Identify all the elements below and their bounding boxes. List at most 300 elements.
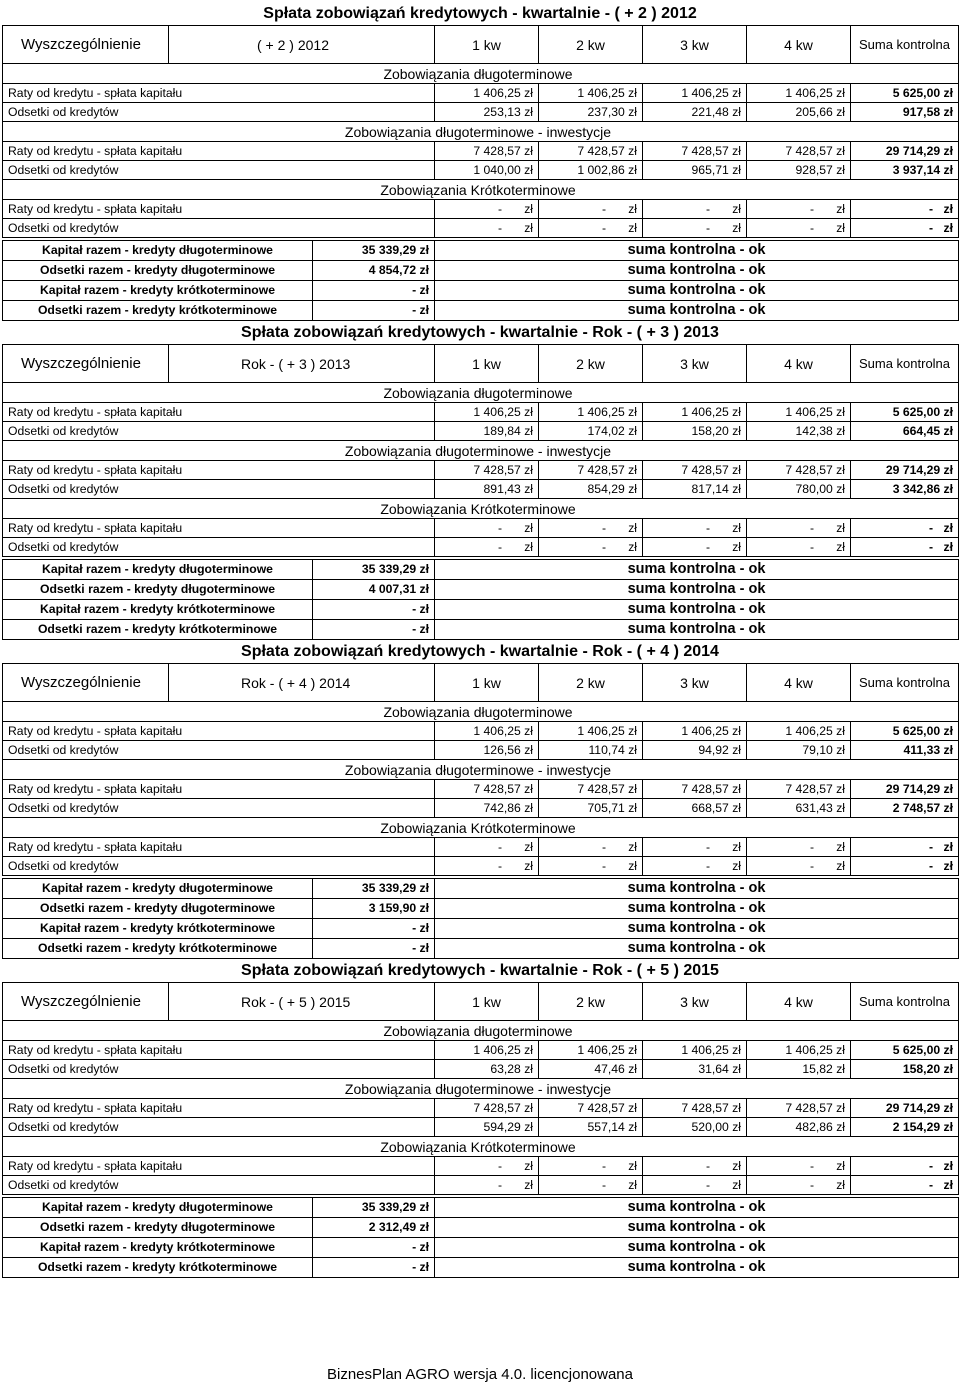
row-label: Odsetki od kredytów (3, 538, 435, 557)
cell-sum: 664,45 zł (851, 422, 959, 441)
cell-sum: 29 714,29 zł (851, 461, 959, 480)
totals-value: 35 339,29 zł (313, 560, 435, 580)
group-row (3, 1079, 959, 1099)
cell-q2: 7 428,57 zł (539, 1099, 643, 1118)
totals-table (2, 240, 959, 321)
row-label: Raty od kredytu - spłata kapitału (3, 1041, 435, 1060)
cell-empty-value (643, 219, 747, 238)
totals-label: Odsetki razem - kredyty długoterminowe (3, 261, 313, 281)
table-row (3, 403, 959, 422)
totals-label: Kapitał razem - kredyty krótkoterminowe (3, 919, 313, 939)
dash-mark: - (602, 1159, 607, 1173)
totals-row (3, 939, 959, 959)
group-row (3, 702, 959, 722)
currency-unit: zł (732, 521, 741, 535)
cell-q2: 1 406,25 zł (539, 722, 643, 741)
cell-q1: 1 406,25 zł (435, 722, 539, 741)
totals-label: Odsetki razem - kredyty długoterminowe (3, 899, 313, 919)
totals-table (2, 559, 959, 640)
header-label: Wyszczególnienie (3, 983, 169, 1021)
header-sum: Suma kontrolna (851, 26, 959, 64)
totals-check: suma kontrolna - ok (435, 620, 959, 640)
currency-unit: zł (732, 1178, 741, 1192)
header-q4: 4 kw (747, 345, 851, 383)
cell-q3: 1 406,25 zł (643, 84, 747, 103)
totals-value: - zł (313, 919, 435, 939)
cell-sum: 5 625,00 zł (851, 403, 959, 422)
table-row (3, 538, 959, 557)
cell-q4: 7 428,57 zł (747, 780, 851, 799)
cell-q3: 817,14 zł (643, 480, 747, 499)
dash-mark: - (810, 202, 815, 216)
row-label: Raty od kredytu - spłata kapitału (3, 461, 435, 480)
header-year: Rok - ( + 5 ) 2015 (169, 983, 435, 1021)
header-q2: 2 kw (539, 26, 643, 64)
header-q4: 4 kw (747, 983, 851, 1021)
cell-sum: 2 748,57 zł (851, 799, 959, 818)
dash-mark: - (602, 859, 607, 873)
cell-q4: 79,10 zł (747, 741, 851, 760)
dash-mark: - (498, 859, 503, 873)
cell-empty-value (643, 1157, 747, 1176)
header-q3: 3 kw (643, 664, 747, 702)
totals-label: Odsetki razem - kredyty krótkoterminowe (3, 939, 313, 959)
currency-unit: zł (628, 221, 637, 235)
dash-mark: - (810, 840, 815, 854)
cell-sum: 158,20 zł (851, 1060, 959, 1079)
cell-q3: 1 406,25 zł (643, 722, 747, 741)
currency-unit: zł (524, 1159, 533, 1173)
cell-q1: 7 428,57 zł (435, 780, 539, 799)
cell-q2: 705,71 zł (539, 799, 643, 818)
dash-mark: - (498, 221, 503, 235)
currency-unit: zł (732, 540, 741, 554)
totals-value: 2 312,49 zł (313, 1218, 435, 1238)
currency-unit: zł (836, 540, 845, 554)
table-row (3, 799, 959, 818)
cell-sum: 3 937,14 zł (851, 161, 959, 180)
dash-mark: - (498, 840, 503, 854)
header-label: Wyszczególnienie (3, 26, 169, 64)
currency-unit: zł (836, 1178, 845, 1192)
cell-q3: 668,57 zł (643, 799, 747, 818)
currency-unit: zł (524, 840, 533, 854)
dash-mark: - (706, 521, 711, 535)
cell-empty-value (539, 1157, 643, 1176)
currency-unit: zł (836, 840, 845, 854)
currency-unit: zł (836, 521, 845, 535)
header-q4: 4 kw (747, 26, 851, 64)
header-sum: Suma kontrolna (851, 664, 959, 702)
totals-label: Odsetki razem - kredyty krótkoterminowe (3, 620, 313, 640)
dash-mark: - (810, 859, 815, 873)
dash-mark: - (602, 521, 607, 535)
row-label: Odsetki od kredytów (3, 161, 435, 180)
cell-sum: 29 714,29 zł (851, 780, 959, 799)
totals-label: Kapitał razem - kredyty długoterminowe (3, 1198, 313, 1218)
group-name: Zobowiązania długoterminowe - inwestycje (3, 122, 959, 142)
group-row (3, 122, 959, 142)
cell-empty-value (435, 219, 539, 238)
totals-row (3, 1238, 959, 1258)
dash-mark: - (498, 521, 503, 535)
header-row (3, 345, 959, 383)
header-q2: 2 kw (539, 664, 643, 702)
section-title: Spłata zobowiązań kredytowych - kwartalnie - ( + 2 ) 2012 (263, 5, 697, 22)
cell-q4: 631,43 zł (747, 799, 851, 818)
dash-mark: - (498, 202, 503, 216)
totals-label: Kapitał razem - kredyty krótkoterminowe (3, 281, 313, 301)
totals-label: Kapitał razem - kredyty długoterminowe (3, 560, 313, 580)
dash-mark: - (602, 540, 607, 554)
totals-check: suma kontrolna - ok (435, 281, 959, 301)
cell-q1: 891,43 zł (435, 480, 539, 499)
cell-empty-value (747, 538, 851, 557)
footer (0, 1366, 960, 1383)
totals-check: suma kontrolna - ok (435, 301, 959, 321)
totals-row (3, 620, 959, 640)
currency-unit: zł (943, 1159, 953, 1173)
dash-mark: - (929, 859, 934, 873)
cell-q3: 221,48 zł (643, 103, 747, 122)
totals-check: suma kontrolna - ok (435, 560, 959, 580)
currency-unit: zł (628, 840, 637, 854)
cell-q3: 7 428,57 zł (643, 461, 747, 480)
currency-unit: zł (628, 540, 637, 554)
row-label: Raty od kredytu - spłata kapitału (3, 1157, 435, 1176)
cell-q4: 1 406,25 zł (747, 722, 851, 741)
totals-row (3, 560, 959, 580)
header-year: Rok - ( + 3 ) 2013 (169, 345, 435, 383)
cell-empty-value (539, 838, 643, 857)
totals-check: suma kontrolna - ok (435, 899, 959, 919)
cell-q3: 7 428,57 zł (643, 1099, 747, 1118)
cell-q2: 237,30 zł (539, 103, 643, 122)
totals-value: - zł (313, 600, 435, 620)
cell-q1: 126,56 zł (435, 741, 539, 760)
header-q1: 1 kw (435, 345, 539, 383)
cell-sum: 2 154,29 zł (851, 1118, 959, 1137)
currency-unit: zł (836, 859, 845, 873)
group-name: Zobowiązania Krótkoterminowe (3, 1137, 959, 1157)
cell-q4: 7 428,57 zł (747, 142, 851, 161)
cell-empty-value (643, 200, 747, 219)
cell-q4: 7 428,57 zł (747, 1099, 851, 1118)
header-q3: 3 kw (643, 26, 747, 64)
cell-sum: 29 714,29 zł (851, 142, 959, 161)
cell-empty-value (539, 538, 643, 557)
currency-unit: zł (524, 221, 533, 235)
dash-mark: - (929, 221, 934, 235)
dash-mark: - (706, 859, 711, 873)
cell-q4: 142,38 zł (747, 422, 851, 441)
cell-q3: 1 406,25 zł (643, 1041, 747, 1060)
cell-empty-value (747, 1176, 851, 1195)
currency-unit: zł (836, 221, 845, 235)
table-row (3, 422, 959, 441)
section-title: Spłata zobowiązań kredytowych - kwartalnie - Rok - ( + 3 ) 2013 (241, 324, 719, 341)
group-name: Zobowiązania długoterminowe (3, 1021, 959, 1041)
dash-mark: - (810, 221, 815, 235)
cell-q3: 520,00 zł (643, 1118, 747, 1137)
cell-sum: 3 342,86 zł (851, 480, 959, 499)
currency-unit: zł (732, 1159, 741, 1173)
row-label: Odsetki od kredytów (3, 103, 435, 122)
totals-value: 35 339,29 zł (313, 1198, 435, 1218)
cell-sum: 5 625,00 zł (851, 1041, 959, 1060)
cell-empty-value (747, 219, 851, 238)
row-label: Raty od kredytu - spłata kapitału (3, 142, 435, 161)
totals-value: - zł (313, 620, 435, 640)
cell-q1: 1 406,25 zł (435, 84, 539, 103)
cell-empty-value (643, 857, 747, 876)
cell-q3: 158,20 zł (643, 422, 747, 441)
cell-q1: 1 040,00 zł (435, 161, 539, 180)
row-label: Raty od kredytu - spłata kapitału (3, 519, 435, 538)
dash-mark: - (810, 1178, 815, 1192)
currency-unit: zł (524, 202, 533, 216)
row-label: Odsetki od kredytów (3, 1118, 435, 1137)
totals-label: Kapitał razem - kredyty długoterminowe (3, 879, 313, 899)
table-row (3, 84, 959, 103)
cell-empty-value (539, 857, 643, 876)
group-name: Zobowiązania długoterminowe - inwestycje (3, 441, 959, 461)
totals-value: 3 159,90 zł (313, 899, 435, 919)
group-row (3, 499, 959, 519)
header-q1: 1 kw (435, 983, 539, 1021)
row-label: Odsetki od kredytów (3, 857, 435, 876)
header-q3: 3 kw (643, 983, 747, 1021)
cell-q4: 482,86 zł (747, 1118, 851, 1137)
cell-sum: 5 625,00 zł (851, 84, 959, 103)
cell-q3: 965,71 zł (643, 161, 747, 180)
totals-check: suma kontrolna - ok (435, 919, 959, 939)
dash-mark: - (810, 521, 815, 535)
schedule-table (2, 982, 959, 1195)
cell-q4: 15,82 zł (747, 1060, 851, 1079)
cell-empty-sum (851, 200, 959, 219)
cell-q2: 174,02 zł (539, 422, 643, 441)
cell-q3: 1 406,25 zł (643, 403, 747, 422)
cell-q3: 7 428,57 zł (643, 142, 747, 161)
currency-unit: zł (943, 221, 953, 235)
row-label: Raty od kredytu - spłata kapitału (3, 722, 435, 741)
currency-unit: zł (943, 540, 953, 554)
currency-unit: zł (628, 859, 637, 873)
row-label: Raty od kredytu - spłata kapitału (3, 780, 435, 799)
totals-check: suma kontrolna - ok (435, 1218, 959, 1238)
section-title: Spłata zobowiązań kredytowych - kwartalnie - Rok - ( + 4 ) 2014 (241, 643, 719, 660)
totals-value: 4 007,31 zł (313, 580, 435, 600)
totals-row (3, 301, 959, 321)
group-row (3, 64, 959, 84)
cell-q1: 594,29 zł (435, 1118, 539, 1137)
totals-value: 35 339,29 zł (313, 879, 435, 899)
header-row (3, 664, 959, 702)
totals-label: Kapitał razem - kredyty krótkoterminowe (3, 600, 313, 620)
cell-empty-value (435, 538, 539, 557)
table-row (3, 103, 959, 122)
totals-check: suma kontrolna - ok (435, 1238, 959, 1258)
table-row (3, 1099, 959, 1118)
totals-check: suma kontrolna - ok (435, 261, 959, 281)
header-sum: Suma kontrolna (851, 983, 959, 1021)
group-row (3, 760, 959, 780)
cell-q1: 253,13 zł (435, 103, 539, 122)
table-row (3, 1176, 959, 1195)
cell-q3: 94,92 zł (643, 741, 747, 760)
cell-q2: 1 406,25 zł (539, 1041, 643, 1060)
currency-unit: zł (943, 1178, 953, 1192)
cell-q2: 7 428,57 zł (539, 142, 643, 161)
dash-mark: - (706, 221, 711, 235)
row-label: Raty od kredytu - spłata kapitału (3, 84, 435, 103)
cell-q4: 1 406,25 zł (747, 403, 851, 422)
cell-sum: 411,33 zł (851, 741, 959, 760)
header-row (3, 983, 959, 1021)
dash-mark: - (810, 540, 815, 554)
table-row (3, 857, 959, 876)
totals-row (3, 919, 959, 939)
totals-table (2, 1197, 959, 1278)
table-row (3, 1041, 959, 1060)
totals-check: suma kontrolna - ok (435, 580, 959, 600)
totals-value: - zł (313, 1238, 435, 1258)
totals-label: Odsetki razem - kredyty długoterminowe (3, 1218, 313, 1238)
cell-empty-sum (851, 838, 959, 857)
cell-empty-value (539, 1176, 643, 1195)
currency-unit: zł (943, 859, 953, 873)
header-label: Wyszczególnienie (3, 664, 169, 702)
cell-q2: 1 406,25 zł (539, 403, 643, 422)
cell-q1: 1 406,25 zł (435, 403, 539, 422)
cell-empty-value (435, 838, 539, 857)
cell-empty-value (643, 519, 747, 538)
cell-empty-value (747, 857, 851, 876)
cell-q2: 110,74 zł (539, 741, 643, 760)
totals-check: suma kontrolna - ok (435, 939, 959, 959)
schedule-table (2, 25, 959, 238)
schedule-table (2, 663, 959, 876)
cell-empty-value (643, 538, 747, 557)
dash-mark: - (602, 221, 607, 235)
totals-value: - zł (313, 939, 435, 959)
totals-label: Kapitał razem - kredyty krótkoterminowe (3, 1238, 313, 1258)
currency-unit: zł (732, 202, 741, 216)
currency-unit: zł (943, 840, 953, 854)
table-row (3, 1157, 959, 1176)
table-row (3, 461, 959, 480)
dash-mark: - (929, 840, 934, 854)
cell-empty-sum (851, 219, 959, 238)
totals-row (3, 281, 959, 301)
cell-q2: 1 002,86 zł (539, 161, 643, 180)
totals-row (3, 241, 959, 261)
cell-q1: 1 406,25 zł (435, 1041, 539, 1060)
currency-unit: zł (836, 202, 845, 216)
cell-empty-value (747, 838, 851, 857)
header-q3: 3 kw (643, 345, 747, 383)
cell-empty-sum (851, 1157, 959, 1176)
dash-mark: - (706, 202, 711, 216)
dash-mark: - (929, 521, 934, 535)
group-name: Zobowiązania długoterminowe - inwestycje (3, 1079, 959, 1099)
row-label: Raty od kredytu - spłata kapitału (3, 200, 435, 219)
table-row (3, 722, 959, 741)
group-row (3, 1137, 959, 1157)
cell-empty-value (539, 519, 643, 538)
cell-q4: 205,66 zł (747, 103, 851, 122)
totals-row (3, 879, 959, 899)
header-row (3, 26, 959, 64)
row-label: Raty od kredytu - spłata kapitału (3, 403, 435, 422)
totals-row (3, 899, 959, 919)
table-row (3, 480, 959, 499)
cell-q2: 47,46 zł (539, 1060, 643, 1079)
currency-unit: zł (524, 540, 533, 554)
row-label: Odsetki od kredytów (3, 799, 435, 818)
totals-row (3, 1258, 959, 1278)
dash-mark: - (706, 1178, 711, 1192)
currency-unit: zł (628, 521, 637, 535)
table-row (3, 161, 959, 180)
cell-q3: 7 428,57 zł (643, 780, 747, 799)
row-label: Odsetki od kredytów (3, 741, 435, 760)
cell-empty-value (539, 200, 643, 219)
row-label: Odsetki od kredytów (3, 422, 435, 441)
cell-q2: 7 428,57 zł (539, 780, 643, 799)
cell-empty-value (747, 519, 851, 538)
totals-row (3, 261, 959, 281)
header-q2: 2 kw (539, 345, 643, 383)
header-sum: Suma kontrolna (851, 345, 959, 383)
table-row (3, 1060, 959, 1079)
dash-mark: - (706, 540, 711, 554)
cell-empty-sum (851, 538, 959, 557)
totals-value: 4 854,72 zł (313, 261, 435, 281)
cell-empty-value (747, 200, 851, 219)
table-row (3, 780, 959, 799)
group-name: Zobowiązania Krótkoterminowe (3, 180, 959, 200)
cell-empty-sum (851, 519, 959, 538)
section-title: Spłata zobowiązań kredytowych - kwartalnie - Rok - ( + 5 ) 2015 (241, 962, 719, 979)
group-row (3, 441, 959, 461)
dash-mark: - (810, 1159, 815, 1173)
cell-q2: 7 428,57 zł (539, 461, 643, 480)
header-q2: 2 kw (539, 983, 643, 1021)
cell-q1: 7 428,57 zł (435, 142, 539, 161)
cell-sum: 5 625,00 zł (851, 722, 959, 741)
totals-label: Odsetki razem - kredyty krótkoterminowe (3, 301, 313, 321)
header-label: Wyszczególnienie (3, 345, 169, 383)
totals-row (3, 580, 959, 600)
totals-value: - zł (313, 301, 435, 321)
cell-sum: 917,58 zł (851, 103, 959, 122)
currency-unit: zł (732, 840, 741, 854)
cell-empty-value (435, 200, 539, 219)
dash-mark: - (929, 540, 934, 554)
dash-mark: - (929, 1159, 934, 1173)
row-label: Raty od kredytu - spłata kapitału (3, 1099, 435, 1118)
totals-value: - zł (313, 1258, 435, 1278)
currency-unit: zł (628, 202, 637, 216)
group-name: Zobowiązania długoterminowe (3, 702, 959, 722)
cell-q1: 189,84 zł (435, 422, 539, 441)
totals-check: suma kontrolna - ok (435, 600, 959, 620)
dash-mark: - (498, 1178, 503, 1192)
cell-empty-value (643, 838, 747, 857)
group-name: Zobowiązania Krótkoterminowe (3, 818, 959, 838)
